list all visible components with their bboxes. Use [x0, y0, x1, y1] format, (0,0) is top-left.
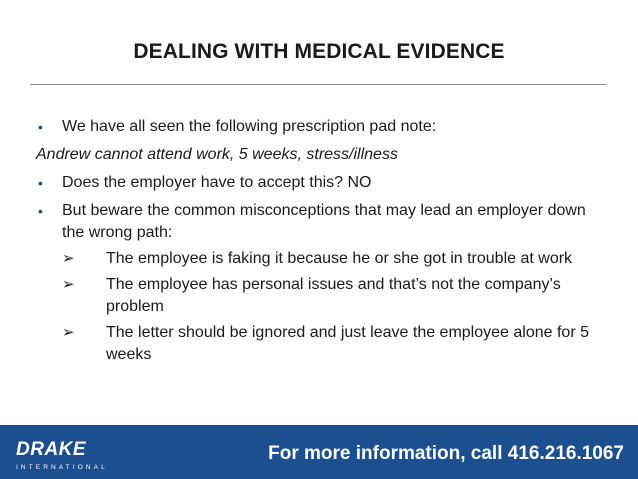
slide-content: [36, 116, 606, 366]
bullet-text: We have all seen the following prescription pad note:: [62, 118, 437, 135]
bullet-text: Does the employer have to accept this? NO: [62, 174, 372, 191]
arrow-bullet-icon: ➢: [62, 324, 75, 341]
bullet-icon: •: [38, 175, 43, 191]
arrow-bullet-icon: ➢: [62, 276, 75, 293]
sub-bullet-text: The letter should be ignored and just leave the employee alone for 5 weeks: [106, 324, 589, 363]
slide-title: DEALING WITH MEDICAL EVIDENCE: [133, 40, 505, 63]
sub-bullet-item: [62, 322, 606, 366]
title-divider: [30, 84, 606, 85]
drake-logo: [16, 439, 108, 474]
logo-subtext: INTERNATIONAL: [16, 464, 108, 471]
bullet-icon: •: [38, 203, 43, 219]
sub-bullet-item: [62, 248, 606, 270]
sub-bullet-item: [62, 274, 606, 318]
arrow-bullet-icon: ➢: [62, 250, 75, 267]
quoted-note: Andrew cannot attend work, 5 weeks, stress/illness: [36, 146, 398, 163]
bullet-text: But beware the common misconceptions that may lead an employer down the wrong path:: [62, 202, 586, 241]
bullet-icon: •: [38, 119, 43, 135]
sub-bullet-text: The employee has personal issues and that’s not the company’s problem: [106, 276, 561, 315]
logo-wordmark: DRAKE: [16, 439, 87, 460]
bullet-item: [36, 116, 606, 138]
bullet-item: [36, 200, 606, 244]
contact-info: For more information, call 416.216.1067: [268, 443, 624, 464]
footer-bar: [0, 425, 638, 479]
sub-bullet-text: The employee is faking it because he or she got in trouble at work: [106, 250, 573, 267]
bullet-item: [36, 172, 606, 194]
